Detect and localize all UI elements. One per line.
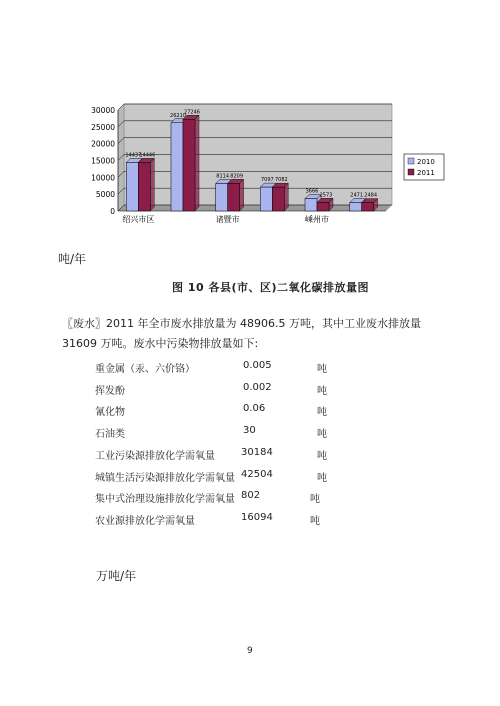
data-label-2010: 14437: [125, 152, 142, 159]
bar-2010: [350, 203, 362, 211]
bar-2011: [183, 119, 195, 211]
x-tick-label: 嵊州市: [305, 215, 329, 224]
pollutant-unit: 吨: [317, 407, 327, 419]
data-label-2010: 8114: [216, 173, 230, 180]
pollutant-unit: 吨: [310, 515, 320, 527]
pollutant-name: 农业源排放化学需氧量: [95, 515, 195, 527]
pollutant-name: 城镇生活污染源排放化学需氧量: [95, 472, 235, 484]
pollutant-value: 0.002: [243, 381, 272, 393]
x-tick-label: 绍兴市区: [122, 215, 155, 224]
legend-swatch-2011: [408, 169, 414, 175]
pollutant-value: 42504: [241, 468, 273, 480]
pollutant-value: 30: [243, 425, 256, 437]
y-tick-label: 15000: [91, 156, 115, 166]
bar-2010: [216, 184, 228, 211]
pollutant-value: 0.005: [243, 360, 272, 371]
pollutant-unit: 吨: [310, 494, 320, 506]
paragraph: 〖废水〗2011 年全市废水排放量为 48906.5 万吨，其中工业废水排放量 31609 万吨。废水中污染物排放量如下:: [62, 317, 421, 350]
bar-chart: [78, 98, 458, 228]
unit-label-2: 万吨/年: [96, 569, 137, 583]
pollutant-unit: 吨: [317, 385, 327, 397]
bar-2011-side: [240, 179, 244, 211]
pollutant-name: 氰化物: [95, 407, 125, 419]
data-label-2011: 7082: [274, 177, 288, 184]
data-label-2010: 7097: [260, 177, 274, 184]
pollutant-value: 16094: [241, 511, 273, 523]
bar-2011-side: [284, 183, 288, 211]
y-tick-label: 30000: [91, 106, 115, 115]
bar-2011: [317, 202, 329, 211]
pollutant-name: 集中式治理设施排放化学需氧量: [95, 494, 235, 506]
legend-swatch-2010: [408, 158, 414, 164]
y-tick-label: 0: [110, 207, 115, 216]
y-tick-label: 20000: [91, 139, 115, 149]
pollutant-name: 重金属（汞、六价铬）: [95, 364, 195, 375]
bar-2011: [228, 183, 240, 211]
legend-label-2010: 2010: [417, 158, 435, 166]
bar-2011: [138, 162, 150, 211]
data-label-2011: 27246: [184, 109, 200, 116]
pollutant-name: 石油类: [95, 429, 125, 441]
bar-2010: [126, 162, 138, 211]
data-label-2011: 2573: [319, 192, 333, 199]
pollutant-value: 802: [241, 490, 261, 502]
pollutant-value: 30184: [241, 446, 273, 458]
pollutant-value: 0.06: [243, 403, 266, 415]
bar-2011: [362, 203, 374, 211]
bar-2011-side: [195, 115, 199, 211]
y-tick-label: 25000: [91, 122, 115, 132]
bar-2011: [272, 187, 284, 211]
data-label-2011: 2484: [364, 192, 378, 199]
pollutant-unit: 吨: [317, 450, 327, 462]
bar-2010: [260, 187, 272, 211]
x-tick-label: 诸暨市: [215, 215, 240, 224]
pollutant-name: 挥发酚: [95, 385, 125, 397]
legend-label-2011: 2011: [417, 169, 435, 177]
data-label-2011: 8209: [230, 173, 244, 180]
figure-caption: 图 10 各县(市、区)二氧化碳排放量图: [172, 281, 370, 294]
data-label-2010: 26210: [170, 112, 186, 119]
y-tick-label: 5000: [95, 190, 115, 200]
page-number: 9: [247, 646, 253, 656]
data-label-2010: 2471: [350, 192, 364, 199]
data-label-2011: 14446: [139, 152, 156, 159]
unit-label: 吨/年: [58, 252, 87, 266]
bar-2010: [171, 123, 183, 211]
pollutant-unit: 吨: [317, 429, 327, 441]
bar-2010: [305, 199, 317, 211]
pollutant-unit: 吨: [317, 472, 327, 484]
y-tick-label: 10000: [91, 173, 115, 183]
pollutant-name: 工业污染源排放化学需氧量: [95, 450, 215, 462]
bar-2011-side: [150, 158, 154, 211]
data-label-2010: 3666: [305, 188, 319, 195]
pollutant-unit: 吨: [317, 364, 327, 375]
